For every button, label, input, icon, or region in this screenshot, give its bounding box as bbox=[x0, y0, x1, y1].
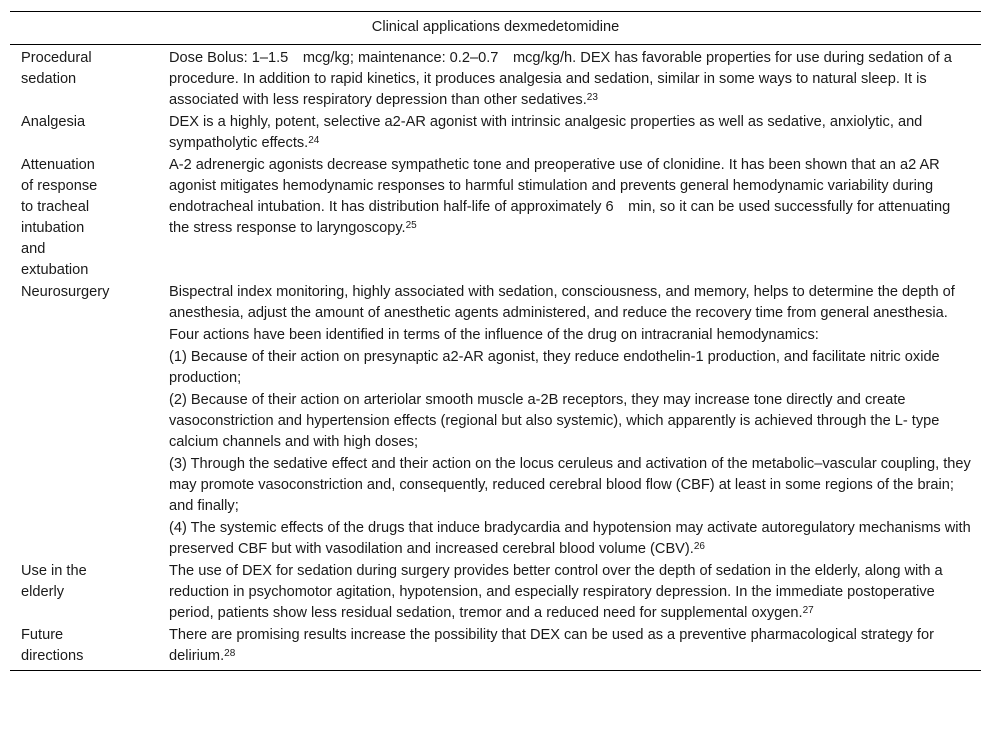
paragraph-text: (1) Because of their action on presynaptic a2-AR agonist, they reduce endothelin-1 production, and facilitate nitric oxide production; bbox=[169, 349, 940, 386]
row-label-line: Future bbox=[21, 627, 64, 643]
row-label-line: to tracheal bbox=[21, 199, 90, 215]
clinical-applications-table bbox=[10, 11, 981, 671]
row-label-cell bbox=[10, 112, 169, 155]
table-row bbox=[10, 625, 981, 671]
reference-superscript: 26 bbox=[693, 541, 705, 552]
row-description-cell bbox=[169, 625, 981, 671]
clinical-applications-table-wrapper bbox=[10, 11, 981, 671]
row-label-line: and bbox=[21, 241, 46, 257]
paragraph-text: (2) Because of their action on arteriolar smooth muscle a-2B receptors, they may increase tone directly and create vasoconstriction and hypertension effects (regional but also systemic), which apparently is achieved through the L- type calcium channels and with high doses; bbox=[169, 392, 940, 450]
description-paragraph bbox=[169, 112, 973, 154]
row-description-cell bbox=[169, 112, 981, 155]
row-label-cell bbox=[10, 45, 169, 113]
row-label-line: extubation bbox=[21, 262, 89, 278]
table-row bbox=[10, 45, 981, 113]
paragraph-text: Bispectral index monitoring, highly associated with sedation, consciousness, and memory, helps to determine the depth of anesthesia, adjust the amount of anesthetic agents administered, and reduce the recovery time from general anesthesia. bbox=[169, 284, 955, 321]
paragraph-text: The use of DEX for sedation during surgery provides better control over the depth of sedation in the elderly, along with a reduction in psychomotor agitation, hypotension, and especially respiratory depression. In the immediate postoperative period, patients show less residual sedation, tremor and a reduced need for supplemental oxygen. bbox=[169, 563, 943, 621]
reference-superscript: 28 bbox=[224, 648, 236, 659]
description-paragraph bbox=[169, 282, 973, 324]
reference-superscript: 24 bbox=[308, 135, 320, 146]
row-label-line: directions bbox=[21, 648, 84, 664]
row-label-line: intubation bbox=[21, 220, 85, 236]
row-label-line: Use in the bbox=[21, 563, 87, 579]
description-paragraph bbox=[169, 625, 973, 667]
row-label-line: elderly bbox=[21, 584, 64, 600]
table-header-row bbox=[10, 12, 981, 45]
description-paragraph bbox=[169, 325, 973, 346]
row-label-line: Procedural bbox=[21, 50, 92, 66]
row-label-cell bbox=[10, 561, 169, 625]
row-label-line: sedation bbox=[21, 71, 77, 87]
description-paragraph bbox=[169, 518, 973, 560]
description-paragraph bbox=[169, 561, 973, 624]
paragraph-text: DEX is a highly, potent, selective a2-AR agonist with intrinsic analgesic properties as well as sedative, anxiolytic, and sympatholytic effects. bbox=[169, 114, 923, 151]
row-label-line: Analgesia bbox=[21, 114, 86, 130]
row-description-cell bbox=[169, 45, 981, 113]
row-description-cell bbox=[169, 561, 981, 625]
reference-superscript: 25 bbox=[405, 220, 417, 231]
table-title: Clinical applications dexmedetomidine bbox=[10, 12, 981, 45]
description-paragraph bbox=[169, 390, 973, 453]
table-row bbox=[10, 155, 981, 282]
row-description-cell bbox=[169, 155, 981, 282]
reference-superscript: 23 bbox=[586, 92, 598, 103]
paragraph-text: Dose Bolus: 1–1.5 mcg/kg; maintenance: 0.2–0.7 mcg/kg/h. DEX has favorable properties for use during sedation of a procedure. In addition to rapid kinetics, it produces analgesia and sedation, similar in some ways to natural sleep. It is associated with less respiratory depression than other sedatives. bbox=[169, 50, 952, 108]
row-label-line: Attenuation bbox=[21, 157, 95, 173]
table-row bbox=[10, 282, 981, 561]
description-paragraph bbox=[169, 454, 973, 517]
paragraph-text: A-2 adrenergic agonists decrease sympathetic tone and preoperative use of clonidine. It has been shown that an a2 AR agonist mitigates hemodynamic responses to harmful stimulation and prevents general hemodynamic variability during endotracheal intubation. It has distribution half-life of approximately 6 min, so it can be used successfully for attenuating the stress response to laryngoscopy. bbox=[169, 157, 951, 236]
paragraph-text: (3) Through the sedative effect and their action on the locus ceruleus and activation of the metabolic–vascular coupling, they may promote vasoconstriction and, consequently, reduced cerebral blood flow (CBF) at least in some regions of the brain; and finally; bbox=[169, 456, 971, 514]
description-paragraph bbox=[169, 48, 973, 111]
table-body bbox=[10, 45, 981, 671]
row-description-cell bbox=[169, 282, 981, 561]
row-label-line: Neurosurgery bbox=[21, 284, 110, 300]
reference-superscript: 27 bbox=[802, 605, 814, 616]
paragraph-text: (4) The systemic effects of the drugs that induce bradycardia and hypotension may activate autoregulatory mechanisms with preserved CBF but with vasodilation and increased cerebral blood volume (CBV). bbox=[169, 520, 971, 557]
description-paragraph bbox=[169, 347, 973, 389]
row-label-cell bbox=[10, 282, 169, 561]
description-paragraph bbox=[169, 155, 973, 239]
row-label-cell bbox=[10, 625, 169, 671]
paragraph-text: There are promising results increase the possibility that DEX can be used as a preventive pharmacological strategy for delirium. bbox=[169, 627, 934, 664]
paragraph-text: Four actions have been identified in terms of the influence of the drug on intracranial hemodynamics: bbox=[169, 327, 819, 343]
row-label-cell bbox=[10, 155, 169, 282]
table-row bbox=[10, 112, 981, 155]
row-label-line: of response bbox=[21, 178, 98, 194]
table-row bbox=[10, 561, 981, 625]
